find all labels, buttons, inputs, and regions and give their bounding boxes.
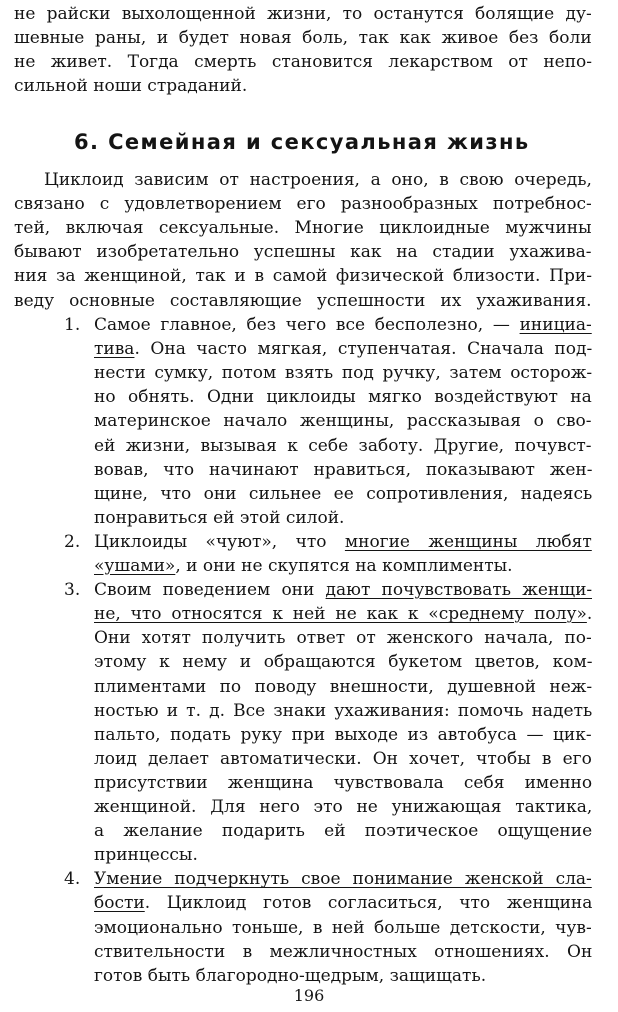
line-text: лоид делает автоматически. Он хочет, чтобы в его bbox=[94, 748, 592, 769]
line-text: щине, что они сильнее ее сопротивления, надеясь bbox=[94, 483, 592, 504]
line-text: понравиться ей этой силой. bbox=[94, 507, 345, 528]
underlined-text: бости bbox=[94, 893, 145, 914]
list-item-line bbox=[94, 747, 592, 771]
line-text: ей жизни, вызывая к себе заботу. Другие, почувст- bbox=[94, 435, 592, 456]
list-item-line bbox=[94, 578, 592, 602]
line-text: ствительности в межличностных отношениях. Он bbox=[94, 941, 592, 962]
intro-line bbox=[14, 26, 592, 50]
line-text: . bbox=[586, 604, 592, 625]
underlined-text: многие женщины любят bbox=[344, 531, 592, 552]
line-text: присутствии женщина чувствовала себя именно bbox=[94, 772, 592, 793]
line-text: веду основные составляющие успешности их ухаживания. bbox=[14, 290, 592, 311]
line-text: Они хотят получить ответ от женского начала, по- bbox=[94, 628, 592, 649]
page-number: 196 bbox=[293, 986, 325, 1005]
line-text: эмоционально тоньше, в ней больше детскости, чув- bbox=[94, 917, 592, 938]
line-text: этому к нему и обращаются букетом цветов, ком- bbox=[94, 652, 592, 673]
list-item-line bbox=[94, 940, 592, 964]
list-item-line bbox=[94, 650, 592, 674]
paragraph-line bbox=[14, 192, 592, 216]
intro-line bbox=[14, 2, 592, 26]
line-text: плиментами по поводу внешности, душевной неж- bbox=[94, 676, 592, 697]
list-item-line bbox=[94, 626, 592, 650]
line-text: нести сумку, потом взять под ручку, затем осторож- bbox=[94, 363, 592, 384]
underlined-text: тива bbox=[94, 339, 135, 360]
line-text: а желание подарить ей поэтическое ощущение bbox=[94, 821, 592, 842]
line-text: тей, включая сексуальные. Многие циклоидные мужчины bbox=[14, 218, 592, 239]
list-item-line bbox=[94, 819, 592, 843]
list-item-line bbox=[94, 385, 592, 409]
line-text: ния за женщиной, так и в самой физической близости. При- bbox=[14, 266, 592, 287]
list-item-line bbox=[94, 554, 592, 578]
paragraph-line bbox=[44, 168, 592, 192]
list-item-line bbox=[94, 482, 592, 506]
line-text: вовав, что начинают нравиться, показывают жен- bbox=[94, 459, 592, 480]
underlined-text: «ушами» bbox=[94, 556, 176, 576]
list-item-line bbox=[94, 313, 592, 337]
paragraph-line bbox=[14, 264, 592, 288]
list-item-line bbox=[94, 916, 592, 940]
line-text: Своим поведением они bbox=[94, 580, 326, 601]
list-item-line bbox=[94, 506, 592, 530]
line-text: . Она часто мягкая, ступенчатая. Сначала под- bbox=[134, 339, 592, 360]
line-text: . Циклоид готов согласиться, что женщина bbox=[144, 893, 592, 914]
line-text: , и они не скупятся на комплименты. bbox=[175, 556, 513, 576]
line-text: но обнять. Одни циклоиды мягко воздействуют на bbox=[94, 387, 592, 408]
list-number: 3. bbox=[64, 580, 81, 601]
line-text: готов быть благородно-щедрым, защищать. bbox=[94, 965, 487, 986]
section-heading: 6. Семейная и сексуальная жизнь bbox=[74, 130, 530, 154]
list-item-line bbox=[94, 699, 592, 723]
line-text: женщиной. Для него это не унижающая тактика, bbox=[94, 797, 592, 817]
underlined-text: дают почувствовать женщи- bbox=[325, 580, 592, 601]
line-text: Самое главное, без чего все бесполезно, — bbox=[94, 315, 520, 335]
list-item-line bbox=[94, 771, 592, 795]
list-item-line bbox=[94, 337, 592, 361]
intro-line bbox=[14, 50, 592, 74]
list-item-line bbox=[94, 409, 592, 433]
list-item-line bbox=[94, 795, 592, 819]
list-item-line bbox=[94, 675, 592, 699]
list-item-line bbox=[94, 530, 592, 554]
list-number: 1. bbox=[64, 315, 81, 335]
line-text: ностью и т. д. Все знаки ухаживания: помочь надеть bbox=[94, 700, 592, 721]
list-item-line bbox=[94, 458, 592, 482]
list-item-line bbox=[94, 723, 592, 747]
line-text: пальто, подать руку при выходе из автобуса — цик- bbox=[94, 724, 592, 745]
list-item-line bbox=[94, 843, 592, 867]
paragraph-line bbox=[14, 289, 592, 313]
list-item-line bbox=[94, 434, 592, 458]
line-text: Циклоиды «чуют», что bbox=[94, 531, 345, 552]
paragraph-line bbox=[14, 216, 592, 240]
list-item-line bbox=[94, 891, 592, 915]
list-item-line bbox=[94, 602, 592, 626]
list-number: 4. bbox=[64, 869, 81, 890]
list-number: 2. bbox=[64, 531, 81, 552]
underlined-text: Умение подчеркнуть свое понимание женской сла- bbox=[94, 869, 592, 890]
line-text: шевные раны, и будет новая боль, так как живое без боли bbox=[14, 28, 592, 49]
line-text: материнское начало женщины, рассказывая о сво- bbox=[94, 411, 592, 432]
line-text: сильной ноши страданий. bbox=[14, 76, 248, 97]
intro-line bbox=[14, 74, 592, 98]
line-text: принцессы. bbox=[94, 845, 198, 866]
underlined-text: не, что относятся к ней не как к «среднему полу» bbox=[94, 604, 587, 625]
line-text: не райски выхолощенной жизни, то останутся болящие ду- bbox=[14, 4, 592, 24]
line-text: не живет. Тогда смерть становится лекарством от непо- bbox=[14, 52, 592, 73]
paragraph-line bbox=[14, 240, 592, 264]
underlined-text: инициа- bbox=[519, 315, 592, 335]
line-text: Циклоид зависим от настроения, а оно, в свою очередь, bbox=[44, 170, 592, 190]
list-item-line bbox=[94, 867, 592, 891]
list-item-line bbox=[94, 361, 592, 385]
line-text: связано с удовлетворением его разнообразных потребнос- bbox=[14, 194, 592, 215]
line-text: бывают изобретательно успешны как на стадии ухажива- bbox=[14, 242, 592, 263]
